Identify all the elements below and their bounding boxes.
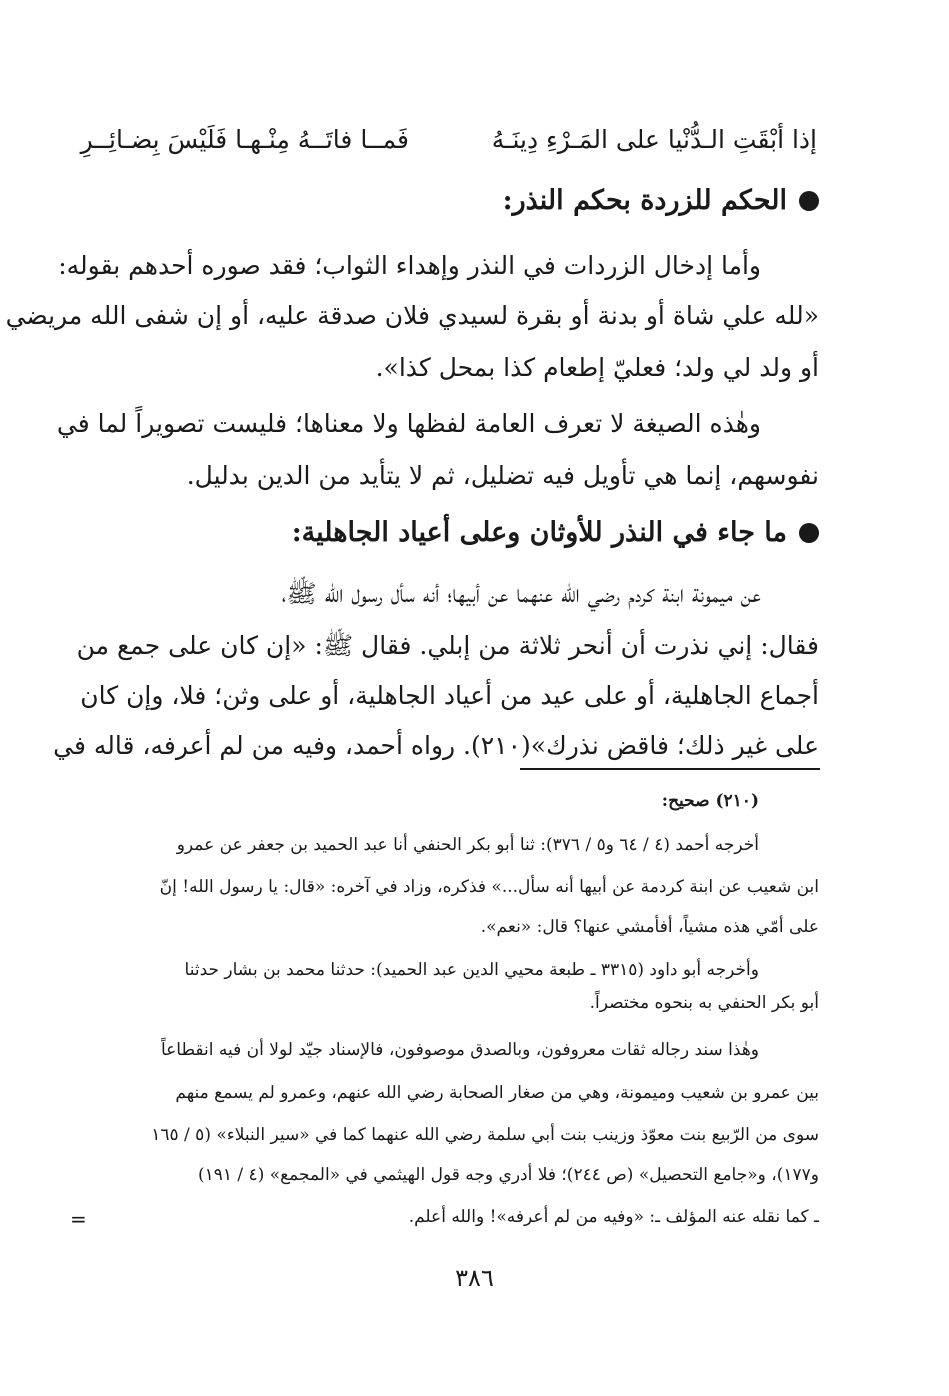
section-heading-text: الحكم للزردة بحكم النذر: xyxy=(502,185,787,216)
continuation-mark: = xyxy=(70,1207,87,1231)
footnote-line: و١٧٧)، و«جامع التحصيل» (ص ٢٤٤)؛ فلا أدري وجه قول الهيثمي في «المجمع» (٤ / ١٩١) xyxy=(197,1165,819,1185)
paragraph-line: وهٰذه الصيغة لا تعرف العامة لفظها ولا معناها؛ فليست تصويراً لما في xyxy=(56,409,761,438)
footnote-line: ـ كما نقله عنه المؤلف ـ: «وفيه من لم أعرفه»! والله أعلم. xyxy=(408,1207,819,1227)
footnote-line: سوى من الرّبيع بنت معوّذ وزينب بنت أبي سلمة رضي الله عنهما كما في «سير النبلاء» (٥ / ١٦٥ xyxy=(151,1125,819,1145)
paragraph-line: أجماع الجاهلية، أو على عيد من أعياد الجاهلية، أو على وثن؛ فلا، وإن كان xyxy=(80,681,819,710)
bullet-icon xyxy=(799,523,819,543)
paragraph-line: «لله علي شاة أو بدنة أو بقرة لسيدي فلان صدقة عليه، أو إن شفى الله مريضي xyxy=(5,301,819,330)
verse-hemistich-right: إذا أبْقَتِ الـدُّنْيا على المَـرْءِ دِينَـهُ xyxy=(491,125,817,154)
footnote-line: أبو بكر الحنفي به بنحوه مختصراً. xyxy=(589,993,819,1013)
footnote-separator xyxy=(520,768,820,770)
paragraph-line: عن ميمونة ابنة كردم رضي الله عنهما عن أبيها؛ أنه سأل رسول الله ﷺ، xyxy=(281,579,761,608)
paragraph-line: فقال: إني نذرت أن أنحر ثلاثة من إبلي. فقال ﷺ: «إن كان على جمع من xyxy=(76,631,819,660)
footnote-line: بين عمرو بن شعيب وميمونة، وهي من صغار الصحابة رضي الله عنهم، وعمرو لم يسمع منهم xyxy=(175,1083,819,1103)
footnote-title: (٢١٠) صحيح: xyxy=(661,791,759,811)
section-heading-text: ما جاء في النذر للأوثان وعلى أعياد الجاهلية: xyxy=(291,517,787,548)
paragraph-line: وأما إدخال الزردات في النذر وإهداء الثواب؛ فقد صوره أحدهم بقوله: xyxy=(58,251,761,280)
footnote-line: وأخرجه أبو داود (٣٣١٥ ـ طبعة محيي الدين عبد الحميد): حدثنا محمد بن بشار حدثنا xyxy=(184,960,759,980)
section-heading-idols xyxy=(292,512,819,554)
footnote-line: وهٰذا سند رجاله ثقات معروفون، وبالصدق موصوفون، فالإسناد جيّد لولا أن فيه انقطاعاً xyxy=(160,1040,759,1060)
paragraph-line: على غير ذلك؛ فاقض نذرك»(٢١٠). رواه أحمد، وفيه من لم أعرفه، قاله في xyxy=(53,731,819,760)
footnote-line: على أمّي هذه مشياً، أفأمشي عنها؟ قال: «نعم». xyxy=(480,917,819,937)
page-number: ٣٨٦ xyxy=(455,1264,494,1292)
section-heading-zarda xyxy=(503,180,819,222)
footnote-line: أخرجه أحمد (٤ / ٦٤ و٥ / ٣٧٦): ثنا أبو بكر الحنفي أنا عبد الحميد بن جعفر عن عمرو xyxy=(176,835,759,855)
paragraph-line: نفوسهم، إنما هي تأويل فيه تضليل، ثم لا يتأيد من الدين بدليل. xyxy=(186,461,819,490)
bullet-icon xyxy=(799,191,819,211)
verse-hemistich-left: فَمــا فاتَــهُ مِنْـهـا فَلَيْسَ بِضـائِــرِ xyxy=(80,125,409,154)
footnote-line: ابن شعيب عن ابنة كردمة عن أبيها أنه سأل...» فذكره، وزاد في آخره: «قال: يا رسول الله! إنّ xyxy=(159,877,819,897)
paragraph-line: أو ولد لي ولد؛ فعليّ إطعام كذا بمحل كذا». xyxy=(375,353,819,382)
